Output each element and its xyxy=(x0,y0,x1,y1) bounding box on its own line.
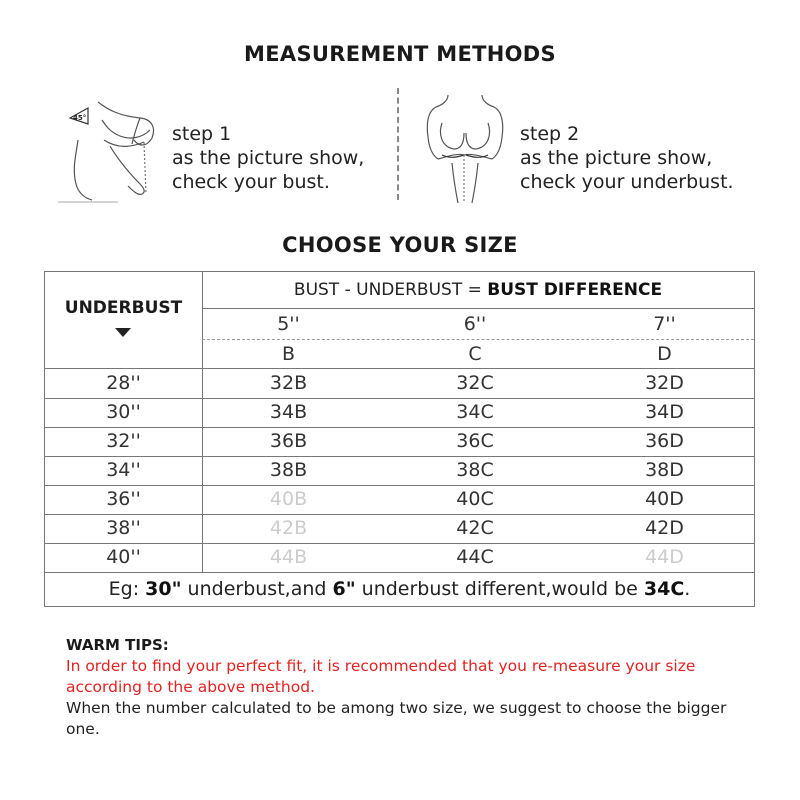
example-text: underbust,and xyxy=(181,578,333,600)
size-cell: 34C xyxy=(456,401,494,423)
step1-line: as the picture show, xyxy=(172,147,365,169)
method-divider xyxy=(397,88,399,200)
choose-size-title: CHOOSE YOUR SIZE xyxy=(282,233,518,257)
size-cell: 32C xyxy=(456,372,494,394)
example-sentence xyxy=(45,574,754,604)
size-cell: 36D xyxy=(645,430,684,452)
step2-instructions xyxy=(520,122,734,194)
underbust-header: UNDERBUST xyxy=(64,298,183,318)
step1-instructions xyxy=(172,122,364,194)
example-suffix: . xyxy=(684,578,691,600)
size-cell: 34D xyxy=(645,401,684,423)
underbust-value: 34'' xyxy=(106,459,141,481)
table-example-divider xyxy=(45,572,754,573)
underbust-value: 40'' xyxy=(106,546,141,568)
step2-line: check your underbust. xyxy=(520,171,734,193)
size-cell-unavailable: 44D xyxy=(645,546,684,568)
underbust-measuring-illustration xyxy=(412,93,517,205)
difference-header: 5'' xyxy=(277,313,300,335)
formula-prefix: BUST - UNDERBUST = xyxy=(293,280,488,300)
header-divider xyxy=(202,308,754,309)
warm-tips xyxy=(66,636,756,740)
size-cell: 42C xyxy=(456,517,494,539)
step2-line: as the picture show, xyxy=(520,147,713,169)
size-cell: 38B xyxy=(269,459,308,481)
cup-letter: D xyxy=(657,343,672,365)
size-cell: 32B xyxy=(269,372,308,394)
underbust-value: 36'' xyxy=(106,488,141,510)
down-arrow-icon xyxy=(115,328,131,337)
size-cell-unavailable: 44B xyxy=(269,546,308,568)
tips-heading: WARM TIPS: xyxy=(66,636,169,654)
cup-letter: B xyxy=(281,343,296,365)
example-difference: 6" xyxy=(332,578,356,600)
size-chart-table xyxy=(44,271,755,607)
size-cell: 34B xyxy=(269,401,308,423)
example-text: underbust different,would be xyxy=(355,578,644,600)
formula-result: BUST DIFFERENCE xyxy=(487,280,663,300)
size-cell-unavailable: 42B xyxy=(269,517,308,539)
bust-difference-formula xyxy=(202,280,754,300)
example-result: 34C xyxy=(643,578,685,600)
angle-label: 45° xyxy=(73,114,87,122)
size-cell: 40D xyxy=(645,488,684,510)
size-cell: 32D xyxy=(645,372,684,394)
underbust-value: 32'' xyxy=(106,430,141,452)
size-cell-unavailable: 40B xyxy=(269,488,308,510)
step1-line: check your bust. xyxy=(172,171,330,193)
difference-header: 7'' xyxy=(653,313,676,335)
size-cell: 38D xyxy=(645,459,684,481)
size-cell: 44C xyxy=(456,546,494,568)
step1-line: step 1 xyxy=(172,123,232,145)
tips-red-text: In order to find your perfect fit, it is recommended that you re-measure your size according to the above method. xyxy=(66,657,696,696)
tips-black-text: When the number calculated to be among two size, we suggest to choose the bigger one. xyxy=(66,699,727,738)
size-cell: 40C xyxy=(456,488,494,510)
size-cell: 38C xyxy=(456,459,494,481)
measurement-methods-title: MEASUREMENT METHODS xyxy=(244,42,556,66)
size-cell: 42D xyxy=(645,517,684,539)
cup-letter: C xyxy=(468,343,482,365)
step2-line: step 2 xyxy=(520,123,580,145)
size-cell: 36C xyxy=(456,430,494,452)
example-underbust: 30" xyxy=(145,578,182,600)
difference-header: 6'' xyxy=(463,313,487,335)
bust-measuring-illustration xyxy=(48,100,168,205)
underbust-value: 28'' xyxy=(106,372,141,394)
underbust-value: 30'' xyxy=(106,401,141,423)
example-prefix: Eg: xyxy=(108,578,146,600)
underbust-value: 38'' xyxy=(106,517,141,539)
size-cell: 36B xyxy=(269,430,308,452)
